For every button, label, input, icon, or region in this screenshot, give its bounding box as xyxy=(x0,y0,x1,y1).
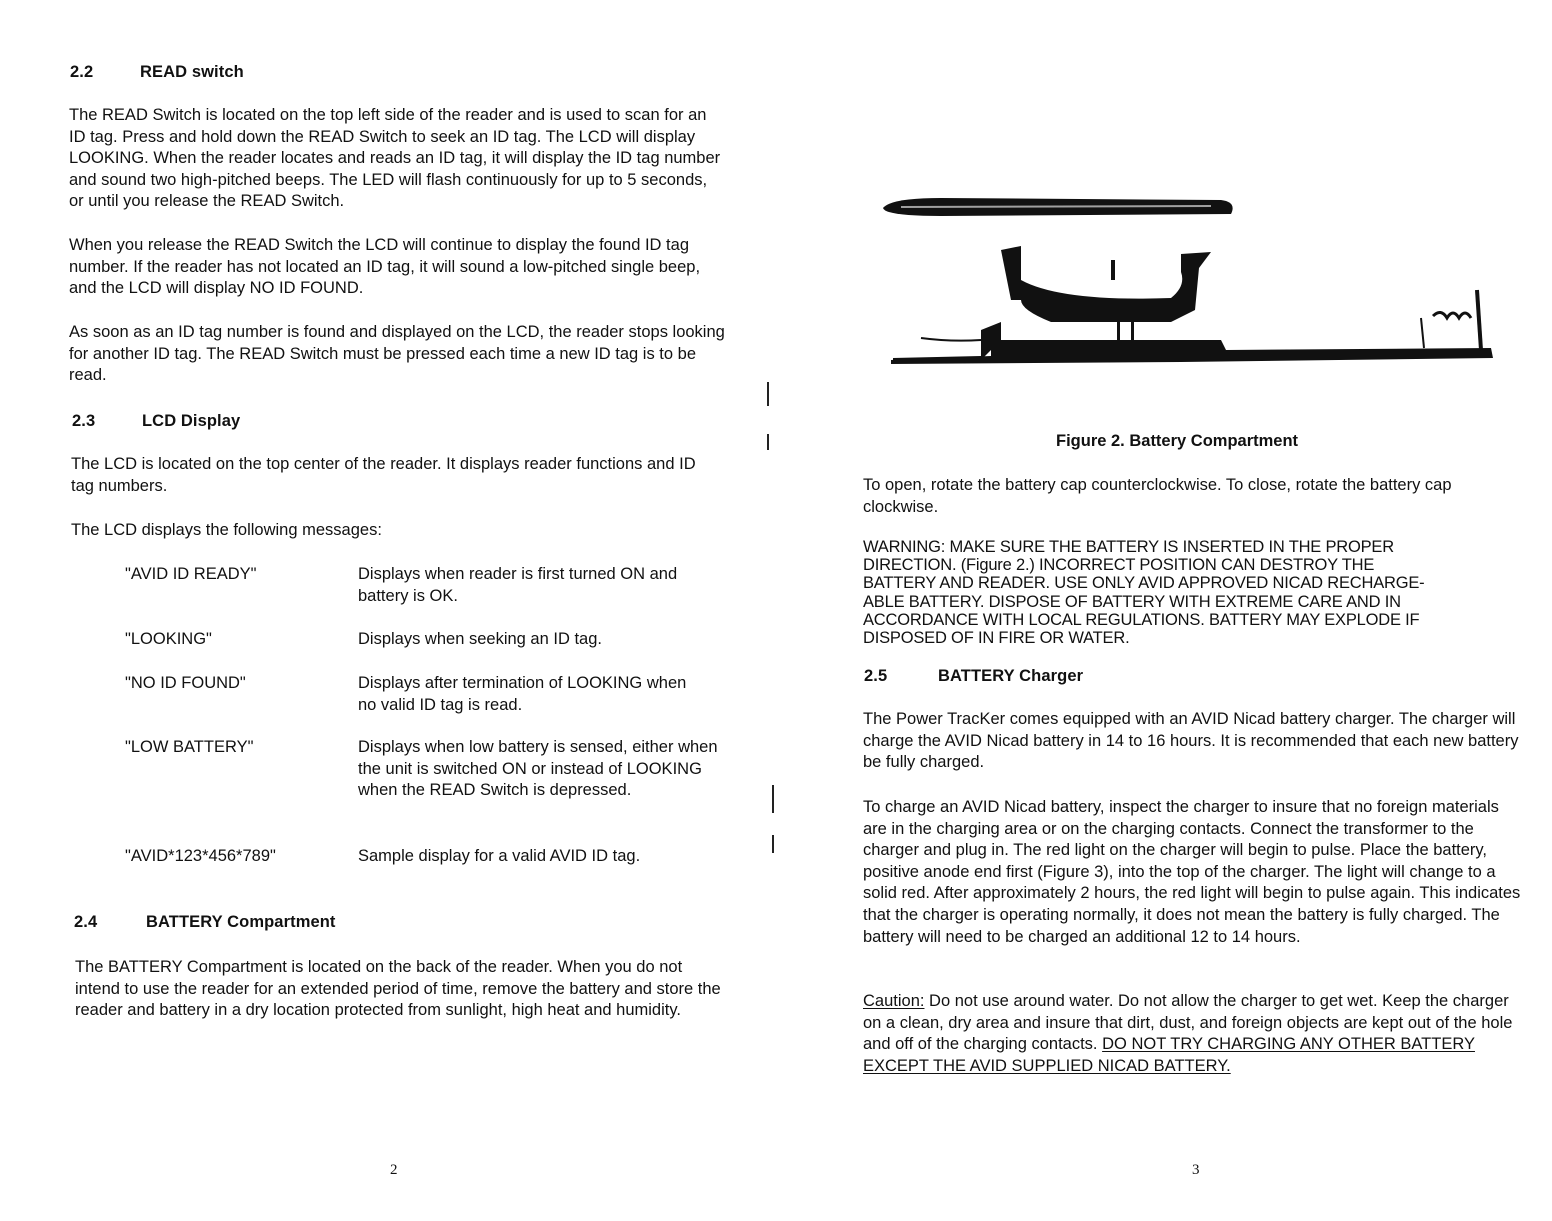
lcd-message-description: Displays when low battery is sensed, either when the unit is switched ON or instead of LOOKING when the READ Switch is depressed. xyxy=(358,738,718,800)
battery-cap-paragraph: To open, rotate the battery cap counterclockwise. To close, rotate the battery cap clockwise. xyxy=(863,476,1452,516)
lcd-message-description: Sample display for a valid AVID ID tag. xyxy=(358,847,641,865)
read-switch-paragraph-2: When you release the READ Switch the LCD will continue to display the found ID tag number. If the reader has not located an ID tag, it will sound a low-pitched single beep, and the LCD will display NO ID FOUND. xyxy=(69,236,701,298)
caution-emphasis: DO NOT TRY CHARGING ANY OTHER BATTERY EXCEPT THE AVID SUPPLIED NICAD BATTERY. xyxy=(863,1035,1475,1075)
page-number-right: 3 xyxy=(1192,1162,1200,1178)
lcd-display-paragraph-1: The LCD is located on the top center of the reader. It displays reader functions and ID tag numbers. xyxy=(71,455,696,495)
lcd-display-paragraph-2: The LCD displays the following messages: xyxy=(71,521,382,539)
page-number-left: 2 xyxy=(390,1162,398,1178)
warning-block xyxy=(863,538,1533,647)
battery-compartment-paragraph: The BATTERY Compartment is located on the back of the reader. When you do not intend to use the reader for an extended period of time, remove the battery and store the reader and battery in a dry location protected from sunlight, high heat and humidity. xyxy=(75,958,721,1020)
scan-artifact-mark xyxy=(767,382,769,406)
section-2-3-heading xyxy=(72,412,240,431)
warning-line: BATTERY AND READER. USE ONLY AVID APPROVED NICAD RECHARGE- xyxy=(863,574,1425,593)
lcd-message-key: "LOOKING" xyxy=(125,630,212,648)
lcd-message-description: Displays when seeking an ID tag. xyxy=(358,630,602,648)
scan-artifact-mark xyxy=(767,434,769,450)
lcd-message-description: Displays when reader is first turned ON and battery is OK. xyxy=(358,565,678,605)
caution-text: Do not use around water. Do not allow the charger to get wet. Keep the charger on a clean, dry area and insure that dirt, dust, and foreign objects are kept out of the hole and off of the charging contacts. xyxy=(863,992,1513,1054)
section-number: 2.5 xyxy=(864,667,888,685)
lcd-message-description: Displays after termination of LOOKING when no valid ID tag is read. xyxy=(358,674,687,714)
battery-charger-paragraph-1: The Power TracKer comes equipped with an AVID Nicad battery charger. The charger will charge the AVID Nicad battery in 14 to 16 hours. It is recommended that each new battery be fully charged. xyxy=(863,710,1519,772)
read-switch-paragraph-3: As soon as an ID tag number is found and displayed on the LCD, the reader stops looking for another ID tag. The READ Switch must be pressed each time a new ID tag is to be read. xyxy=(69,323,725,385)
section-number: 2.2 xyxy=(70,63,94,81)
warning-line: ABLE BATTERY. DISPOSE OF BATTERY WITH EXTREME CARE AND IN xyxy=(863,592,1401,611)
battery-compartment-photo-icon xyxy=(881,190,1501,380)
section-2-5-heading xyxy=(864,667,1083,686)
read-switch-paragraph-1: The READ Switch is located on the top left side of the reader and is used to scan for an ID tag. Press and hold down the READ Switch to seek an ID tag. The LCD will display LOOKING. When the reader locates and reads an ID tag, it will display the ID tag number and sound two high-pitched beeps. The LED will flash continuously for up to 5 seconds, or until you release the READ Switch. xyxy=(69,106,721,211)
caution-paragraph xyxy=(863,991,1523,1077)
lcd-message-key: "AVID*123*456*789" xyxy=(125,847,276,865)
lcd-message-key: "NO ID FOUND" xyxy=(125,674,246,692)
section-2-4-heading xyxy=(74,913,336,932)
section-number: 2.4 xyxy=(74,913,98,931)
warning-line: WARNING: MAKE SURE THE BATTERY IS INSERTED IN THE PROPER xyxy=(863,538,1394,556)
section-2-2-heading xyxy=(70,63,244,82)
warning-line: DISPOSED OF IN FIRE OR WATER. xyxy=(863,629,1130,648)
lcd-message-key: "LOW BATTERY" xyxy=(125,738,254,756)
lcd-message-key: "AVID ID READY" xyxy=(125,565,257,583)
section-title: LCD Display xyxy=(142,412,241,430)
section-number: 2.3 xyxy=(72,412,96,430)
warning-line: ACCORDANCE WITH LOCAL REGULATIONS. BATTERY MAY EXPLODE IF xyxy=(863,610,1420,629)
scan-artifact-mark xyxy=(772,835,774,853)
scan-artifact-mark xyxy=(772,785,774,813)
battery-charger-paragraph-2: To charge an AVID Nicad battery, inspect the charger to insure that no foreign materials are in the charging area or on the charging contacts. Connect the transformer to the charger and plug in. The red light on the charger will begin to pulse. Place the battery, positive anode end first (Figure 3), into the top of the charger. The light will change to a solid red. After approximately 2 hours, the red light will begin to pulse again. This indicates that the charger is operating normally, it does not mean the battery is fully charged. The battery will need to be charged an additional 12 to 14 hours. xyxy=(863,798,1521,946)
right-page xyxy=(776,0,1552,1221)
figure-caption: Figure 2. Battery Compartment xyxy=(1056,432,1299,450)
section-title: READ switch xyxy=(140,63,244,81)
section-title: BATTERY Charger xyxy=(938,667,1084,685)
section-title: BATTERY Compartment xyxy=(146,913,336,931)
caution-label: Caution: xyxy=(863,992,925,1010)
warning-line: DIRECTION. (Figure 2.) INCORRECT POSITION CAN DESTROY THE xyxy=(863,556,1375,575)
